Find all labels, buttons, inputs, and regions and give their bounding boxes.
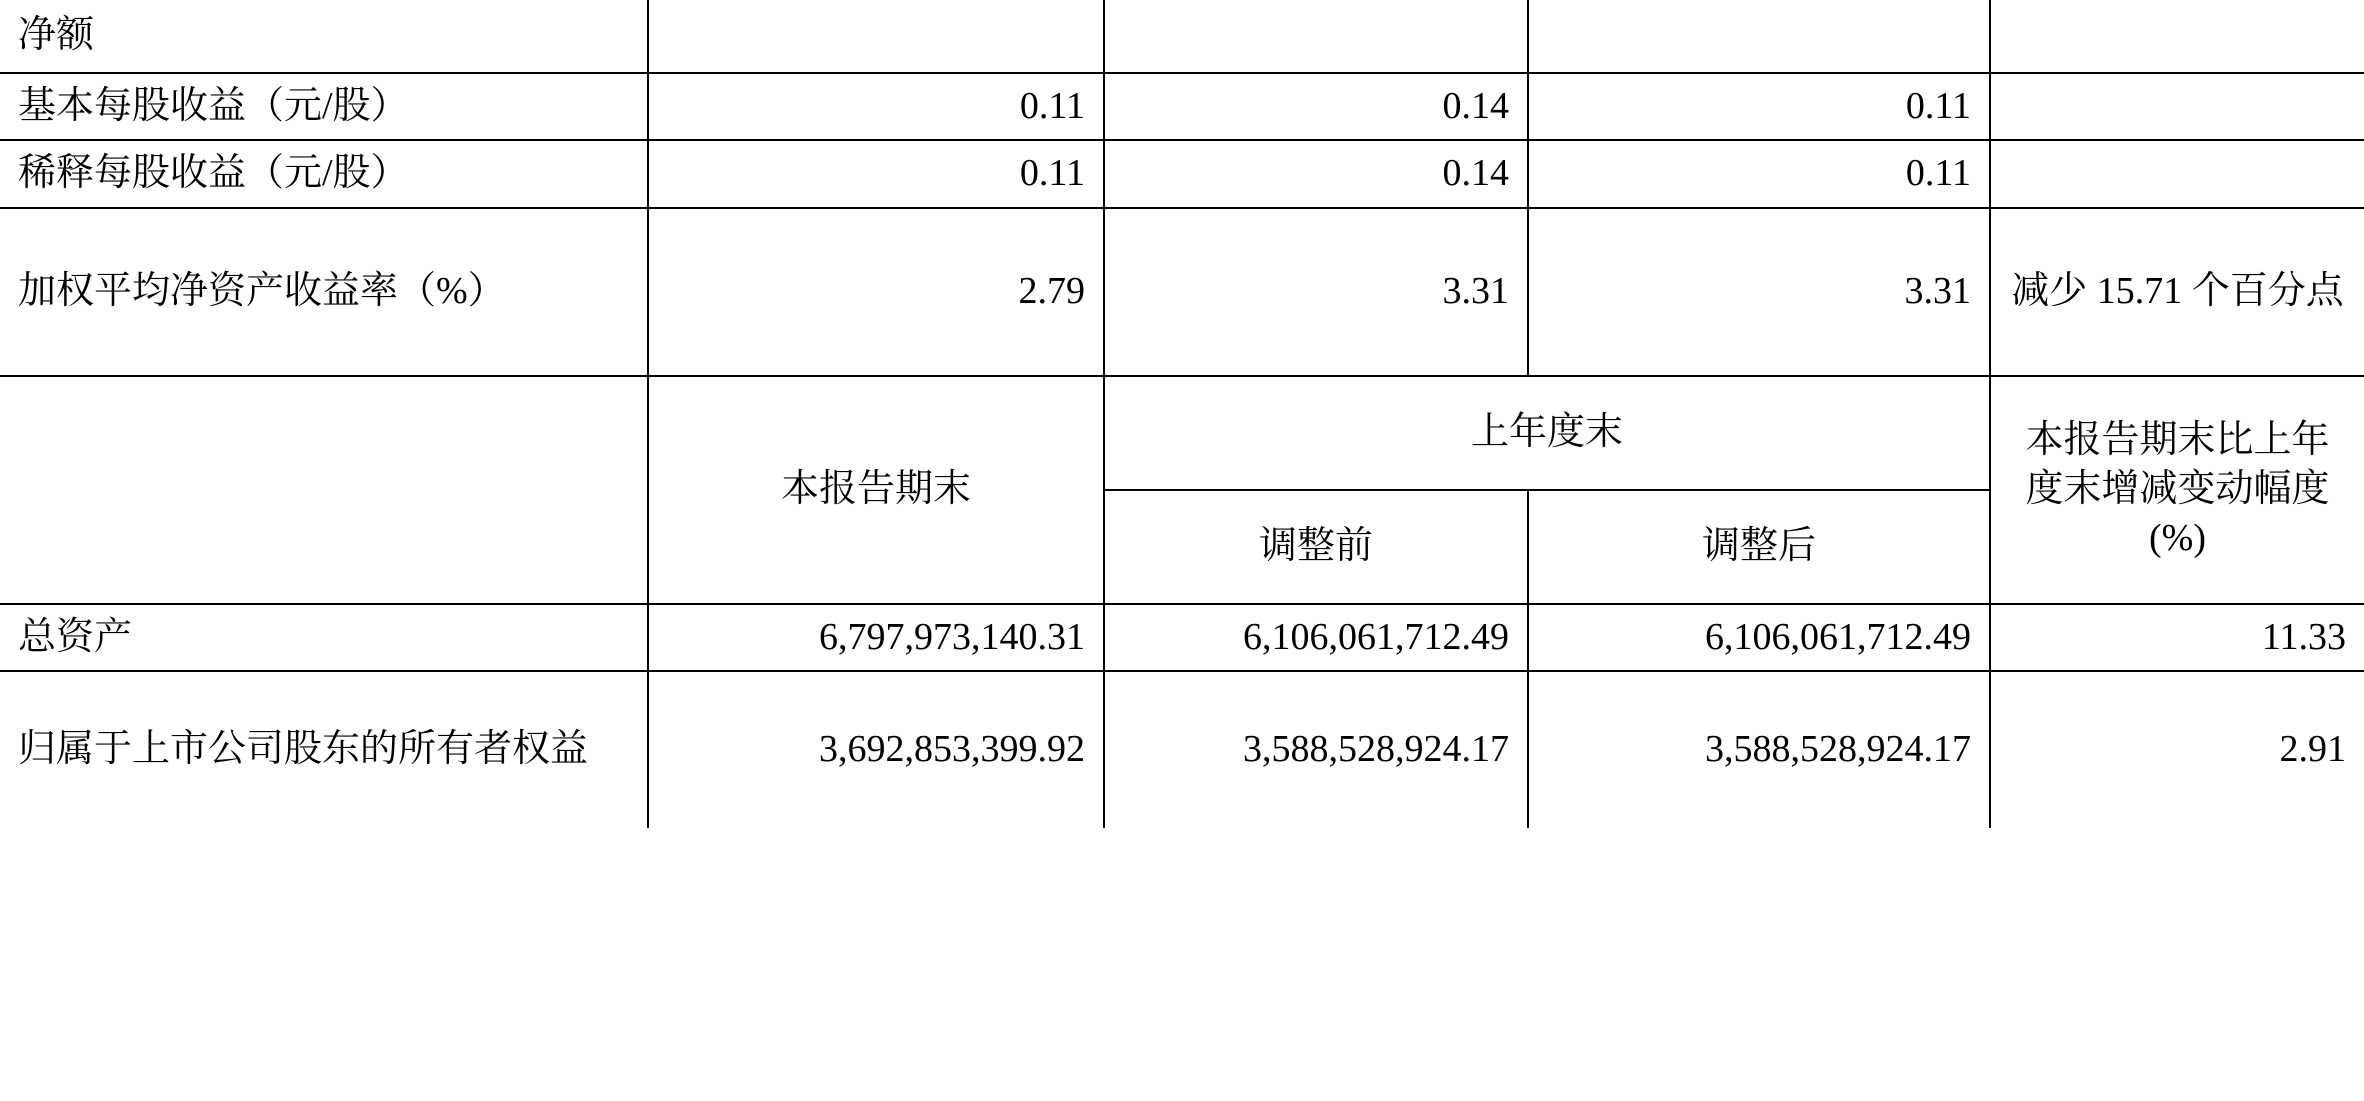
header-sub-before-adjust: 调整前 [1104, 490, 1528, 604]
header-last-year-end: 上年度末 [1104, 376, 1990, 490]
table-row [0, 73, 2364, 140]
cell-diluted-eps-v3: 0.11 [1528, 140, 1990, 207]
row-label-equity-attributable: 归属于上市公司股东的所有者权益 [0, 671, 648, 828]
cell-weighted-roe-v4: 减少 15.71 个百分点 [1990, 208, 2364, 376]
cell-basic-eps-v2: 0.14 [1104, 73, 1528, 140]
cell-diluted-eps-v4 [1990, 140, 2364, 207]
cell-diluted-eps-v1: 0.11 [648, 140, 1104, 207]
cell-basic-eps-v1: 0.11 [648, 73, 1104, 140]
row-label-basic-eps: 基本每股收益（元/股） [0, 73, 648, 140]
row-label-total-assets: 总资产 [0, 604, 648, 671]
cell-diluted-eps-v2: 0.14 [1104, 140, 1528, 207]
table-row [0, 671, 2364, 828]
cell-total-assets-v3: 6,106,061,712.49 [1528, 604, 1990, 671]
cell-basic-eps-v4 [1990, 73, 2364, 140]
header-sub-after-adjust: 调整后 [1528, 490, 1990, 604]
table-row [0, 604, 2364, 671]
cell-equity-v4: 2.91 [1990, 671, 2364, 828]
cell-equity-v1: 3,692,853,399.92 [648, 671, 1104, 828]
cell-weighted-roe-v3: 3.31 [1528, 208, 1990, 376]
cell-total-assets-v2: 6,106,061,712.49 [1104, 604, 1528, 671]
cell-net-amount-v2 [1104, 0, 1528, 73]
table-row [0, 140, 2364, 207]
header-change-vs-last-year: 本报告期末比上年度末增减变动幅度(%) [1990, 376, 2364, 604]
header-current-period-end: 本报告期末 [648, 376, 1104, 604]
row-label-diluted-eps: 稀释每股收益（元/股） [0, 140, 648, 207]
header-corner-cell [0, 376, 648, 604]
table-header-row [0, 376, 2364, 490]
cell-basic-eps-v3: 0.11 [1528, 73, 1990, 140]
table-row [0, 208, 2364, 376]
cell-weighted-roe-v2: 3.31 [1104, 208, 1528, 376]
cell-total-assets-v1: 6,797,973,140.31 [648, 604, 1104, 671]
cell-net-amount-v4 [1990, 0, 2364, 73]
cell-net-amount-v1 [648, 0, 1104, 73]
cell-equity-v2: 3,588,528,924.17 [1104, 671, 1528, 828]
row-label-net-amount: 净额 [0, 0, 648, 73]
cell-net-amount-v3 [1528, 0, 1990, 73]
cell-equity-v3: 3,588,528,924.17 [1528, 671, 1990, 828]
row-label-weighted-roe: 加权平均净资产收益率（%） [0, 208, 648, 376]
table-row [0, 0, 2364, 73]
cell-total-assets-v4: 11.33 [1990, 604, 2364, 671]
cell-weighted-roe-v1: 2.79 [648, 208, 1104, 376]
